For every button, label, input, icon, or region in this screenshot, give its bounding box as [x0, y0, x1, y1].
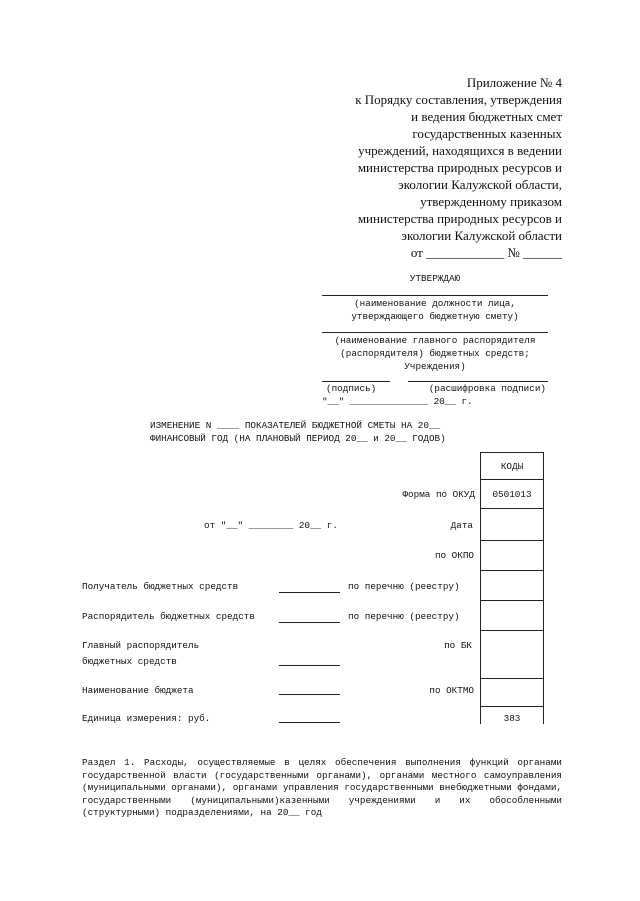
bk-label: по БК: [444, 640, 472, 651]
codes-divider: [480, 678, 544, 679]
registry-label: по перечню (реестру): [348, 611, 460, 622]
appendix-line: экологии Калужской области: [401, 228, 562, 243]
manager-hint: Учреждения): [404, 361, 466, 372]
approval-date: "__" ______________ 20__ г.: [322, 396, 473, 407]
appendix-line: министерства природных ресурсов и: [357, 160, 562, 175]
approval-heading: УТВЕРЖДАЮ: [409, 273, 461, 284]
appendix-line: утвержденному приказом: [420, 194, 562, 209]
appendix-line: государственных казенных: [412, 126, 562, 141]
unit-label: Единица измерения: руб.: [82, 713, 211, 724]
recipient-blank[interactable]: [279, 592, 340, 593]
oktmo-label: по ОКТМО: [429, 685, 474, 696]
codes-header: КОДЫ: [500, 461, 524, 472]
appendix-line: и ведения бюджетных смет: [411, 109, 562, 124]
okei-code: 383: [503, 713, 521, 724]
appendix-date-number: от ____________ № ______: [410, 245, 562, 260]
manager-line[interactable]: [322, 332, 548, 333]
main-distributor-label: бюджетных средств: [82, 656, 177, 667]
okpo-label: по ОКПО: [434, 550, 474, 561]
appendix-line: учреждений, находящихся в ведении: [358, 143, 562, 158]
title-line: ИЗМЕНЕНИЕ N ____ ПОКАЗАТЕЛЕЙ БЮДЖЕТНОЙ СМЕТЫ НА 20__: [150, 420, 441, 431]
position-hint: (наименование должности лица,: [354, 298, 516, 309]
appendix-line: к Порядку составления, утверждения: [355, 92, 562, 107]
appendix-header: [232, 74, 562, 261]
codes-divider: [480, 630, 544, 631]
title-line: ФИНАНСОВЫЙ ГОД (НА ПЛАНОВЫЙ ПЕРИОД 20__ и 20__ ГОДОВ): [150, 433, 446, 444]
signature-label: (подпись): [326, 383, 377, 394]
okud-code: 0501013: [492, 489, 532, 500]
signature-decode-label: (расшифровка подписи): [428, 383, 546, 394]
codes-divider: [480, 479, 544, 480]
distributor-blank[interactable]: [279, 622, 340, 623]
approval-block: [322, 272, 548, 408]
okud-label: Форма по ОКУД: [402, 489, 475, 500]
unit-blank[interactable]: [279, 722, 340, 723]
date-label: Дата: [450, 520, 473, 531]
recipient-label: Получатель бюджетных средств: [82, 581, 239, 592]
position-line[interactable]: [322, 295, 548, 296]
appendix-line: экологии Калужской области,: [398, 177, 562, 192]
distributor-label: Распорядитель бюджетных средств: [82, 611, 255, 622]
section-1-text: Раздел 1. Расходы, осуществляемые в целях обеспечения выполнения функций органами государственной власти (государственными органами), органами местного самоуправления (муниципальными органами), органами управления государственными внебюджетными фондами, государственными (муниципальными)казенными учреждениями и их обособленными (структурными) подразделениями, на 20__ год: [82, 757, 562, 818]
codes-divider: [480, 452, 544, 453]
appendix-line: министерства природных ресурсов и: [357, 211, 562, 226]
main-distributor-label: Главный распорядитель: [82, 640, 200, 651]
compile-date: от "__" ________ 20__ г.: [204, 520, 338, 531]
position-hint: утверждающего бюджетную смету): [351, 311, 519, 322]
budget-name-label: Наименование бюджета: [82, 685, 194, 696]
budget-name-blank[interactable]: [279, 694, 340, 695]
manager-hint: (наименование главного распорядителя: [334, 335, 536, 346]
codes-divider: [480, 540, 544, 541]
codes-divider: [480, 600, 544, 601]
codes-divider: [480, 706, 544, 707]
registry-label: по перечню (реестру): [348, 581, 460, 592]
appendix-title: Приложение № 4: [466, 75, 562, 90]
main-distributor-blank[interactable]: [279, 665, 340, 666]
codes-divider: [480, 570, 544, 571]
codes-divider: [480, 508, 544, 509]
document-title: [150, 419, 446, 445]
manager-hint: (распорядителя) бюджетных средств;: [340, 348, 530, 359]
